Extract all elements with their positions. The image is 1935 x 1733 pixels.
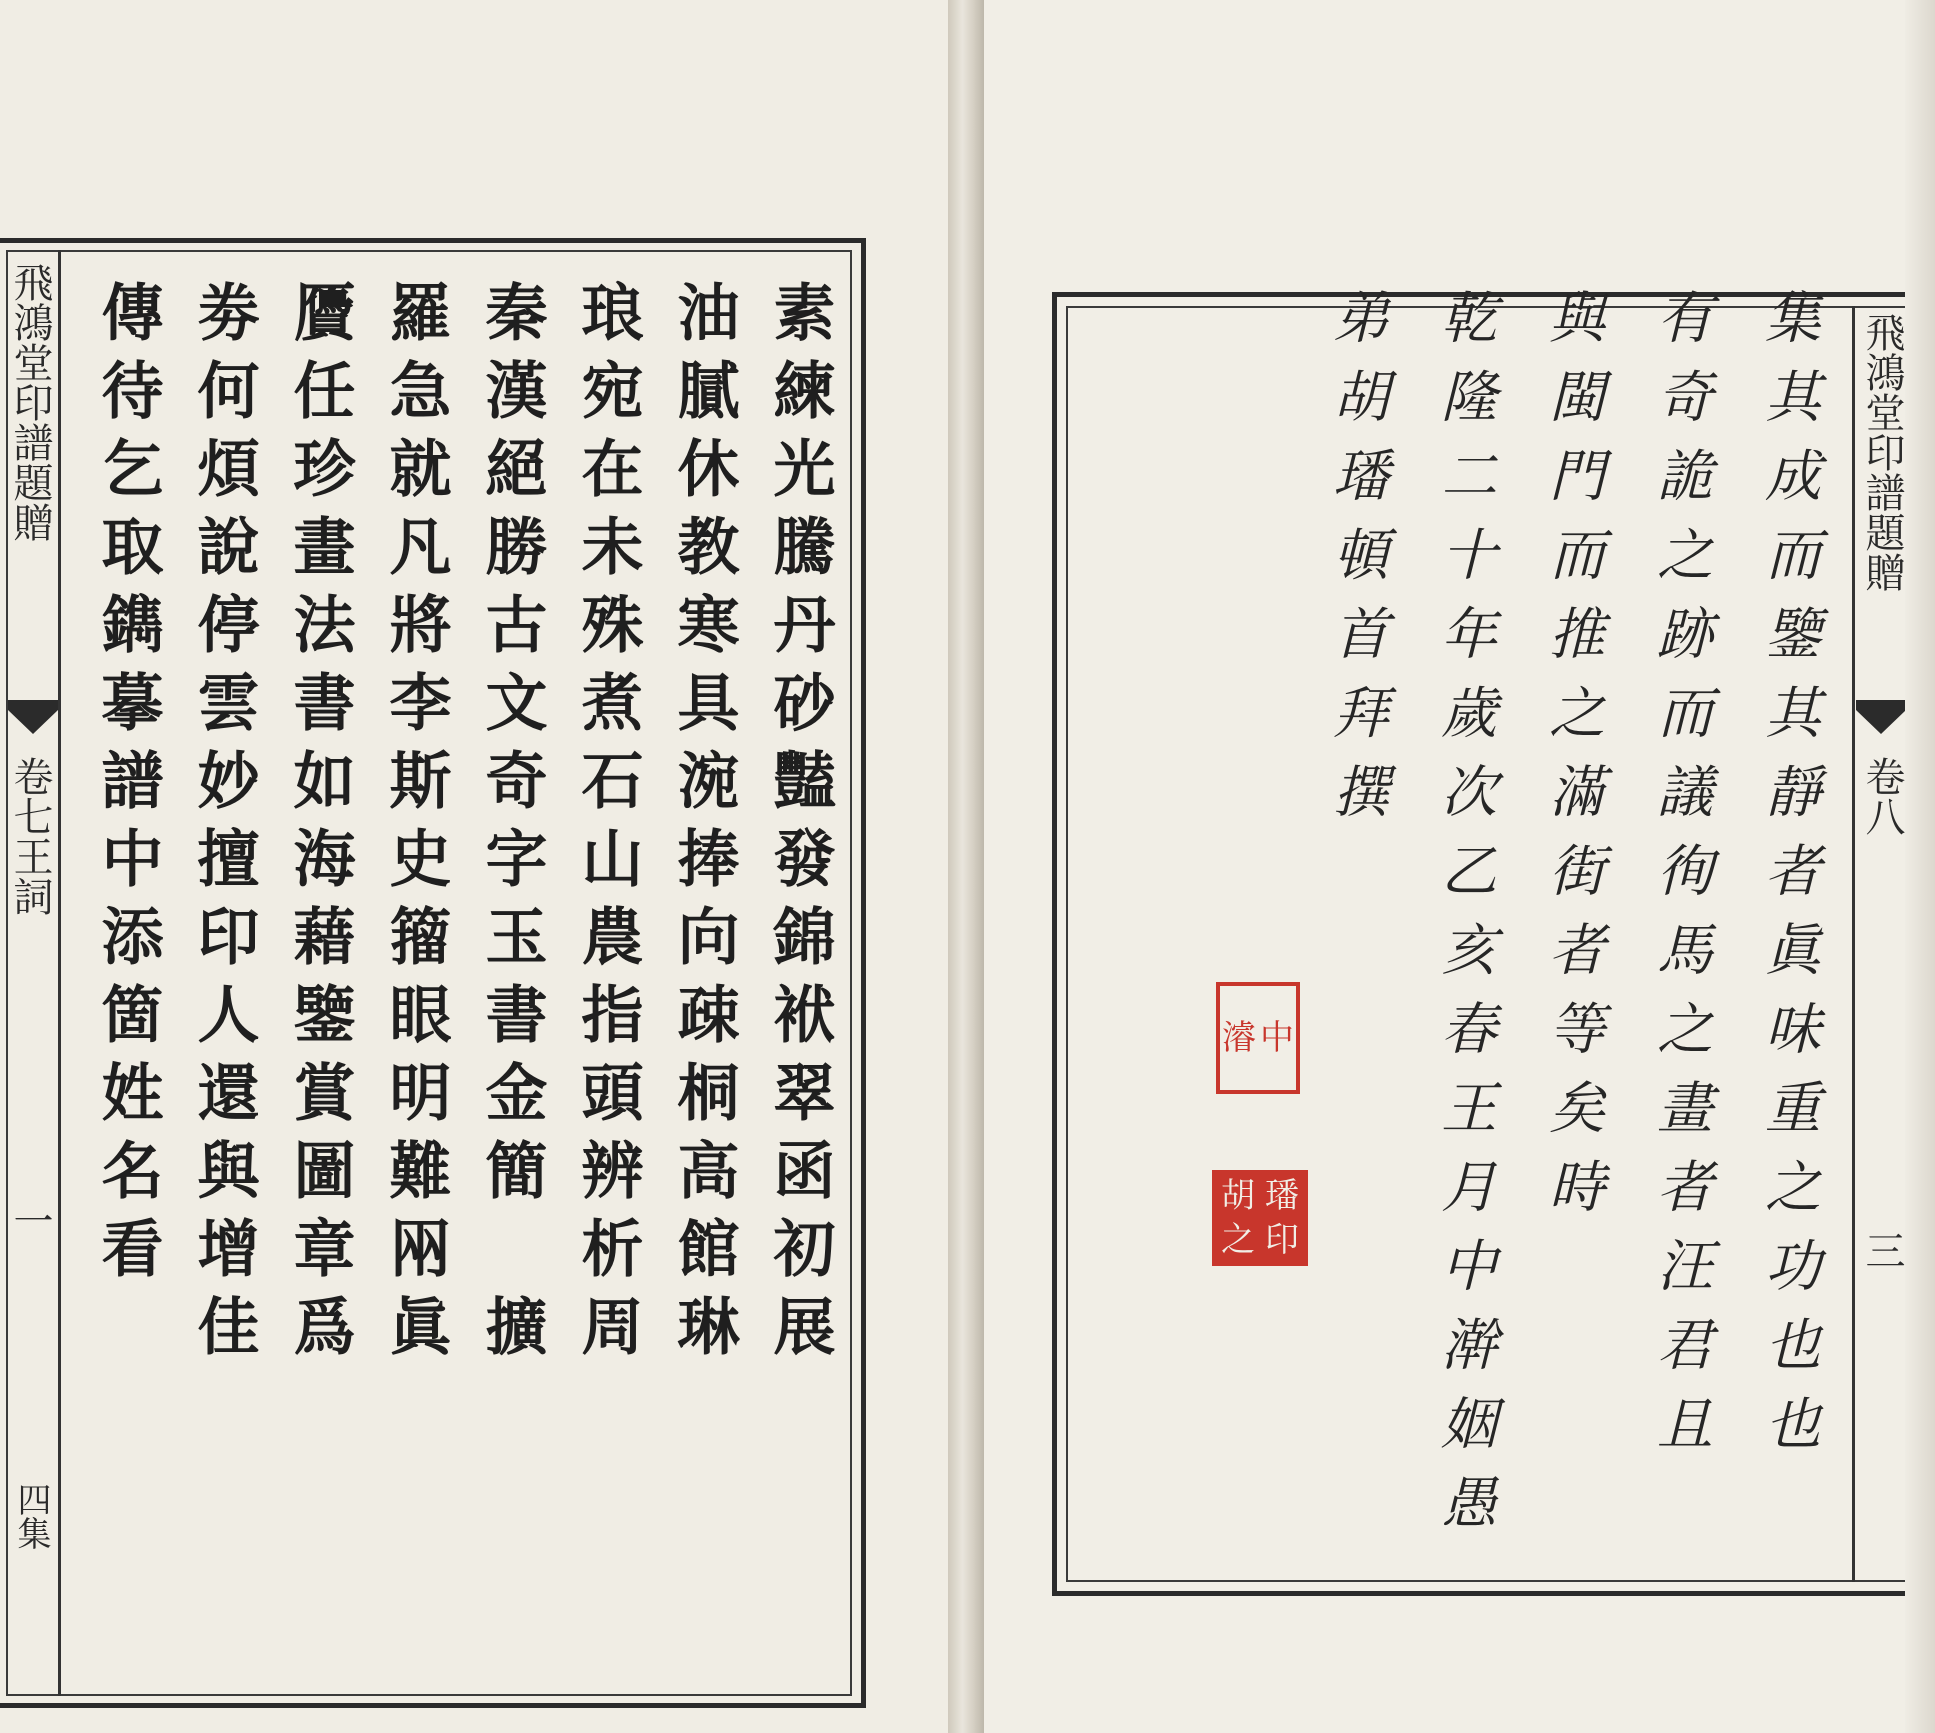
right-page — [984, 0, 1935, 1733]
seal-1-char-2: 中 — [1260, 1018, 1294, 1058]
red-seal-2 — [1212, 1170, 1308, 1266]
right-margin-title: 飛鴻堂印譜題贈 — [1859, 312, 1905, 592]
left-text-column-4: 秦漢絕勝古文奇字玉書金簡 擴 — [475, 280, 548, 1372]
right-fishtail-mark — [1856, 700, 1906, 744]
right-text-column-1: 集其成而鑒其靜者眞味重之功也也 — [1756, 288, 1821, 1473]
book-gutter — [948, 0, 984, 1733]
right-text-column-2: 有奇詭之跡而議徇馬之畫者汪君且 — [1648, 288, 1713, 1473]
right-text-column-5: 弟胡璠頓首拜撰 — [1324, 288, 1389, 841]
red-seal-1 — [1216, 982, 1300, 1094]
left-fishtail-mark — [8, 700, 58, 744]
seal-1-char-1: 濬 — [1222, 1018, 1256, 1058]
right-page-edge — [1905, 0, 1935, 1733]
left-margin-title: 飛鴻堂印譜題贈 — [7, 262, 53, 542]
left-margin-page-number: 一 — [7, 1200, 53, 1240]
seal-2-char-4: 印 — [1265, 1220, 1299, 1260]
left-text-column-3: 琅宛在未殊煮石山農指頭辨析周 — [571, 280, 644, 1372]
seal-2-char-1: 胡 — [1221, 1176, 1255, 1216]
right-margin-page-number: 三 — [1859, 1230, 1905, 1270]
left-text-column-2: 油膩休教寒具涴捧向疎桐高館琳 — [667, 280, 740, 1372]
right-margin-divider — [1852, 306, 1855, 1582]
left-margin-divider — [58, 250, 61, 1696]
left-text-column-6: 贗任珍畫法書如海藉鑒賞圖章爲 — [283, 280, 356, 1372]
right-text-column-3: 與閩門而推之滿街者等矣時 — [1540, 288, 1605, 1236]
seal-2-char-3: 之 — [1221, 1220, 1255, 1260]
left-text-column-8: 傳待乞取鐫摹譜中添箇姓名看 — [91, 280, 164, 1294]
seal-2-char-2: 璠 — [1265, 1176, 1299, 1216]
left-text-column-5: 羅急就凡將李斯史籀眼明難㒳眞 — [379, 280, 452, 1372]
right-text-column-4: 乾隆二十年歲次乙亥春王月中澣姻愚 — [1432, 288, 1497, 1552]
left-text-column-1: 素練光騰丹砂豔發錦袱翠函初展 — [763, 280, 836, 1372]
right-margin-volume: 卷八 — [1859, 756, 1905, 836]
left-margin-volume: 卷七王詞 — [7, 756, 53, 916]
left-margin-collection: 四集 — [11, 1482, 51, 1550]
left-page — [0, 0, 948, 1733]
left-text-column-7: 劵何煩說停雲妙擅印人還與增佳 — [187, 280, 260, 1372]
